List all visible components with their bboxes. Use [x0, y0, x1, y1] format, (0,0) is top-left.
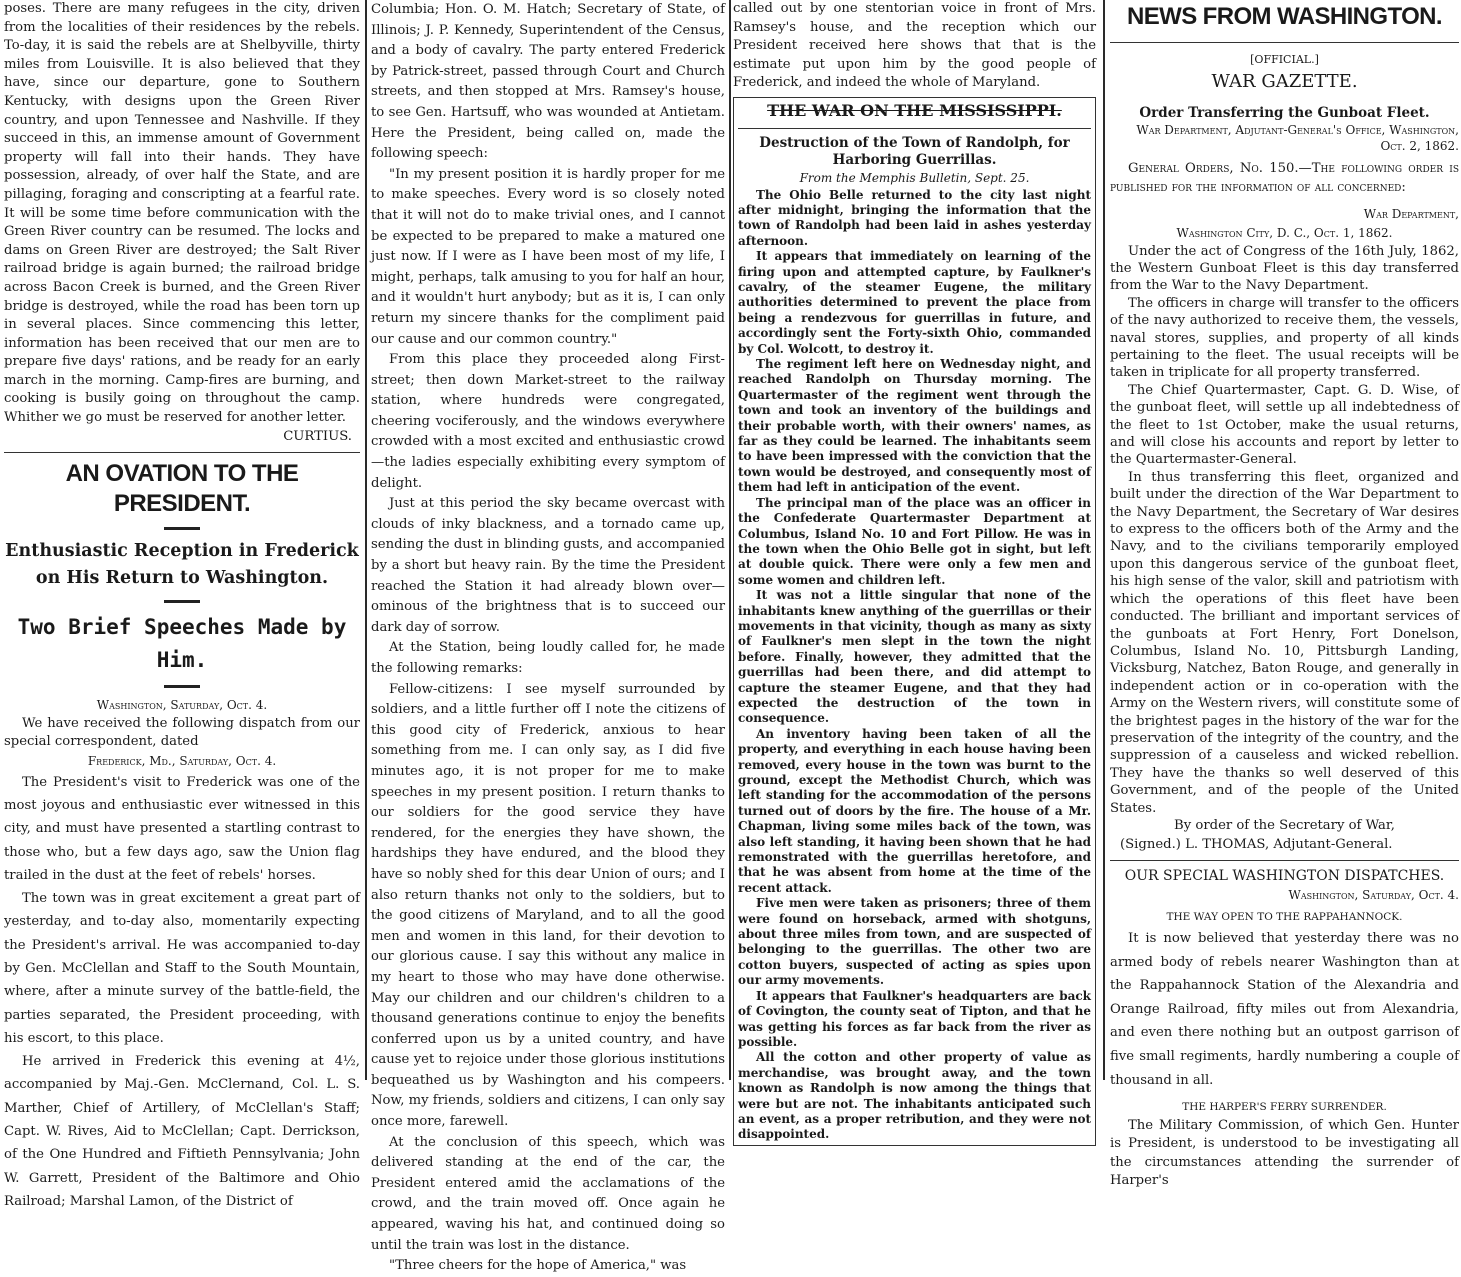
- paragraph: At the conclusion of this speech, which was delivered standing at the end of the car, the President entered amid the acclamations of the crowd, and the train moved off. Once again he appeared, waving his hat, and continued doing so until the train was lost in the distance.: [371, 1134, 725, 1253]
- column-1: [4, 0, 360, 1209]
- dateline: Frederick, Md., Saturday, Oct. 4.: [87, 754, 277, 769]
- headline: THE WAR ON THE MISSISSIPPI.: [767, 100, 1062, 120]
- paragraph: Under the act of Congress of the 16th July, 1862, the Western Gunboat Fleet is this day transferred from the War to the Navy Department.: [1110, 243, 1459, 294]
- signed-line: (Signed.) L. THOMAS, Adjutant-General.: [1120, 836, 1393, 852]
- column-2: [371, 0, 725, 1274]
- article-text: poses. There are many refugees in the city, driven from the localities of their residences by the rebels. To-day, it is said the rebels are at Shelbyville, thirty miles from Louisville. It is also believed that they have, since our departure, gone to Southern Kentucky, with designs upon the Green River country, and upon Tennessee and Nashville. If they succeed in this, an immense amount of Government property will fall into their hands. They have possession, already, of over half the State, and are pillaging, foraging and conscripting at a fearful rate. It will be some time before communication with the Green River country can be resumed. The locks and dams on Green River are destroyed; the Salt River railroad bridge is again burned; the railroad bridge across Bacon Creek is burned, and the Green River bridge is destroyed, while the road has been torn up in several places. Since commencing this letter, information has been received that our men are to prepare five days' rations, and be ready for an early march in the morning. Camp-fires are burning, and cooking is busily going on throughout the camp. Whither we go must be reserved for another letter.: [4, 1, 360, 426]
- headline: NEWS FROM WASHINGTON.: [1127, 3, 1442, 30]
- article-box: [733, 97, 1096, 1146]
- section-title: OUR SPECIAL WASHINGTON DISPATCHES.: [1124, 868, 1445, 885]
- dept-line: War Department,: [1363, 207, 1459, 222]
- paragraph: The Military Commission, of which Gen. Hunter is President, is understood to be investigating all the circumstances attending the surrender of Harper's: [1110, 1117, 1459, 1189]
- headline: AN OVATION TO THE PRESIDENT.: [65, 460, 299, 518]
- office-line: War Department, Adjutant-General's Office, Washington, Oct. 2, 1862.: [1136, 123, 1459, 154]
- paragraph: It appears that immediately on learning of the firing upon and attempted capture, by Faulkner's cavalry, of the steamer Eugene, the military authorities determined to prevent the place from being a rendezvous for guerrillas in future, and accordingly sent the Forty-sixth Ohio, commanded by Col. Wolcott, to destroy it.: [738, 249, 1091, 356]
- source-line: From the Memphis Bulletin, Sept. 25.: [799, 170, 1030, 185]
- divider: [164, 527, 200, 530]
- dateline: Washington, Saturday, Oct. 4.: [1288, 887, 1459, 902]
- dept-date: Washington City, D. C., Oct. 1, 1862.: [1176, 225, 1393, 240]
- dateline: Washington, Saturday, Oct. 4.: [96, 698, 268, 713]
- divider: [738, 128, 1091, 129]
- paragraph: He arrived in Frederick this evening at 4½, accompanied by Maj.-Gen. McClernand, Col. L. S. Marther, Chief of Artillery, of McClellan's Staff; Capt. W. Rives, Aid to McClellan; Capt. Derrickson, of the One Hundred and Fiftieth Pennsylvania; John W. Garrett, President of the Baltimore and Ohio Railroad; Marshal Lamon, of the District of: [4, 1054, 360, 1209]
- paragraph: It was not a little singular that none of the inhabitants knew anything of the guerrillas or their movements in that vicinity, though as many as sixty of Faulkner's men slept in the town the night before. Finally, however, they admitted that the guerrillas had been there, and did attempt to capture the steamer Eugene, and that they had expected the destruction of the town in consequence.: [738, 588, 1091, 726]
- paragraph: The President's visit to Frederick was one of the most joyous and enthusiastic ever witnessed in this city, and must have presented a startling contrast to those who, but a few days ago, saw the Union flag trailed in the dust at the feet of rebels' horses.: [4, 774, 360, 883]
- official-label: [OFFICIAL.]: [1250, 53, 1319, 66]
- paragraph: At the Station, being loudly called for, he made the following remarks:: [371, 640, 725, 676]
- subsection-title: THE HARPER'S FERRY SURRENDER.: [1182, 1101, 1387, 1114]
- subhead: Destruction of the Town of Randolph, for Harboring Guerrillas.: [759, 134, 1070, 168]
- by-order: By order of the Secretary of War,: [1174, 817, 1395, 833]
- paragraph: We have received the following dispatch from our special correspondent, dated: [4, 715, 360, 750]
- paragraph: In thus transferring this fleet, organized and built under the direction of the War Department to the Navy Department, the Secretary of War desires to express to the officers both of the Army and the Navy, and to the civilians temporarily employed upon this dangerous service of the gunboat fleet, his high sense of the valor, skill and patriotism with which the operations of this fleet have been conducted. The brilliant and important services of the gunboats at Fort Henry, Fort Donelson, Columbus, Island No. 10, Pittsburgh Landing, Vicksburg, Natchez, Baton Rouge, and generally in independent action or in co-operation with the Army on the Western rivers, will constitute some of the brightest pages in the history of the war for the preservation of the integrity of the country, and the suppression of a causeless and wicked rebellion. They have the thanks so well deserved of this Government, and of the people of the United States.: [1110, 469, 1459, 816]
- paragraph: An inventory having been taken of all the property, and everything in each house having been removed, every house in the town was burnt to the ground, except the Methodist Church, which was left standing for the accommodation of the persons turned out of doors by the fire. The house of a Mr. Chapman, living some miles back of the town, was also left standing, it having been shown that he had remonstrated with the guerrillas heretofore, and that he was absent from home at the time of the recent attack.: [738, 726, 1091, 895]
- paragraph: The town was in great excitement a great part of yesterday, and to-day also, momentarily expecting the President's arrival. He was accompanied to-day by Gen. McClellan and Staff to the South Mountain, where, after a minute survey of the battle-field, the parties separated, the President proceeding, with his escort, to this place.: [4, 891, 360, 1046]
- paragraph: From this place they proceeded along First-street; then down Market-street to the railway station, where hundreds were congregated, cheering vociferously, and the windows everywhere crowded with a most excited and enthusiastic crowd—the ladies especially exhibiting every symptom of delight.: [371, 352, 725, 491]
- subhead: Enthusiastic Reception in Frederick on His Return to Washington.: [5, 541, 359, 589]
- speech: Fellow-citizens: I see myself surrounded by soldiers, and a little further off I note the citizens of this good city of Frederick, anxious to hear something from me. I can only say, as I did five minutes ago, it is not proper for me to make speeches in my present position. I return thanks to our soldiers for the good service they have rendered, for the energies they have shown, the hardships they have endured, and the blood they have so nobly shed for this dear Union of ours; and I also return thanks not only to the soldiers, but to the good citizens of Maryland, and to all the good men and women in this land, for their devotion to our glorious cause. I say this without any malice in my heart to those who may have done otherwise. May our children and our children's children to a thousand generations continue to enjoy the benefits conferred upon us by a united country, and have cause yet to rejoice under those glorious institutions bequeathed us by Washington and his compeers. Now, my friends, soldiers and citizens, I can only say once more, farewell.: [371, 681, 725, 1130]
- speech: "In my present position it is hardly proper for me to make speeches. Every word is so closely noted that it will not do to make trivial ones, and I cannot be expected to be prepared to make a matured one just now. If I were as I have been most of my life, I might, perhaps, talk amusing to you for half an hour, and it wouldn't hurt anybody; but as it is, I can only return my sincere thanks for the compliment paid our cause and our common country.": [371, 166, 725, 347]
- paragraph: The Chief Quartermaster, Capt. G. D. Wise, of the gunboat fleet, will settle up all indebtedness of the fleet to 1st October, make the usual returns, and will close his accounts and report by letter to the Quartermaster-General.: [1110, 382, 1459, 468]
- column-rule: [729, 0, 731, 1080]
- subsection-title: THE WAY OPEN TO THE RAPPAHANNOCK.: [1166, 911, 1403, 924]
- column-3: [733, 0, 1096, 1142]
- paragraph: The regiment left here on Wednesday night, and reached Randolph on Thursday morning. The Quartermaster of the regiment went through the town and took an inventory of the buildings and their probable worth, with their owners' names, as far as they could be learned. The inhabitants seem to have been impressed with the conviction that the town would be destroyed, and consequently most of them had left in anticipation of the event.: [738, 357, 1091, 495]
- divider: [164, 685, 200, 688]
- column-rule: [365, 0, 367, 1080]
- paragraph: All the cotton and other property of value as merchandise, was brought away, and the town known as Randolph is now among the things that were but are not. The inhabitants anticipated such an event, as a proper retribution, and they were not disappointed.: [738, 1050, 1091, 1142]
- column-4: [1110, 0, 1459, 1189]
- paragraph: Columbia; Hon. O. M. Hatch; Secretary of State, of Illinois; J. P. Kennedy, Superintendent of the Census, and a body of cavalry. The party entered Frederick by Patrick-street, passed through Court and Church streets, and then stopped at Mrs. Ramsey's house, to see Gen. Hartsuff, who was wounded at Antietam. Here the President, being called on, made the following speech:: [371, 2, 725, 162]
- paragraph: "Three cheers for the hope of America," was: [389, 1258, 687, 1274]
- paragraph: called out by one stentorian voice in front of Mrs. Ramsey's house, and the reception which our President received here shows that that is the estimate put upon him by the good people of Frederick, and indeed the whole of Maryland.: [733, 1, 1096, 91]
- order-title: Order Transferring the Gunboat Fleet.: [1139, 104, 1430, 121]
- general-orders: General Orders, No. 150.—The following order is published for the information of all concerned:: [1110, 161, 1459, 195]
- paragraph: Five men were taken as prisoners; three of them were found on horseback, armed with shotguns, about three miles from town, and are suspected of belonging to the guerrillas. The other two are cotton buyers, suspected of acting as spies upon our army movements.: [738, 896, 1091, 988]
- signature: CURTIUS.: [283, 428, 352, 444]
- paragraph: The officers in charge will transfer to the officers of the navy authorized to receive them, the vessels, naval stores, supplies, and property of all kinds pertaining to the fleet. The usual receipts will be taken in triplicate for all property transferred.: [1110, 295, 1459, 381]
- paragraph: The Ohio Belle returned to the city last night after midnight, bringing the information that the town of Randolph had been laid in ashes yesterday afternoon.: [738, 187, 1091, 248]
- divider: [164, 600, 200, 603]
- subhead: Two Brief Speeches Made by Him.: [17, 615, 347, 673]
- column-rule: [1103, 0, 1105, 1080]
- divider: [1110, 860, 1459, 861]
- paragraph: Just at this period the sky became overcast with clouds of inky blackness, and a tornado came up, sending the dust in blinding gusts, and accompanied by a short but heavy rain. By the time the President reached the Station it had already blown over—ominous of the brightness that is to succeed our dark day of sorrow.: [371, 496, 725, 635]
- section-title: WAR GAZETTE.: [1211, 70, 1358, 92]
- paragraph: It is now believed that yesterday there was no armed body of rebels nearer Washington than at the Rappahannock Station of the Alexandria and Orange Railroad, fifty miles out from Alexandria, and even there nothing but an outpost garrison of five small regiments, hardly numbering a couple of thousand in all.: [1110, 930, 1459, 1088]
- divider: [1110, 42, 1459, 43]
- divider: [4, 452, 360, 453]
- paragraph: It appears that Faulkner's headquarters are back of Covington, the county seat of Tipton, and that he was getting his forces as far back from the river as possible.: [738, 988, 1091, 1049]
- paragraph: The principal man of the place was an officer in the Confederate Quartermaster Department at Columbus, Island No. 10 and Fort Pillow. He was in the town when the Ohio Belle got in sight, but left at double quick. There were only a few men and some women and children left.: [738, 495, 1091, 587]
